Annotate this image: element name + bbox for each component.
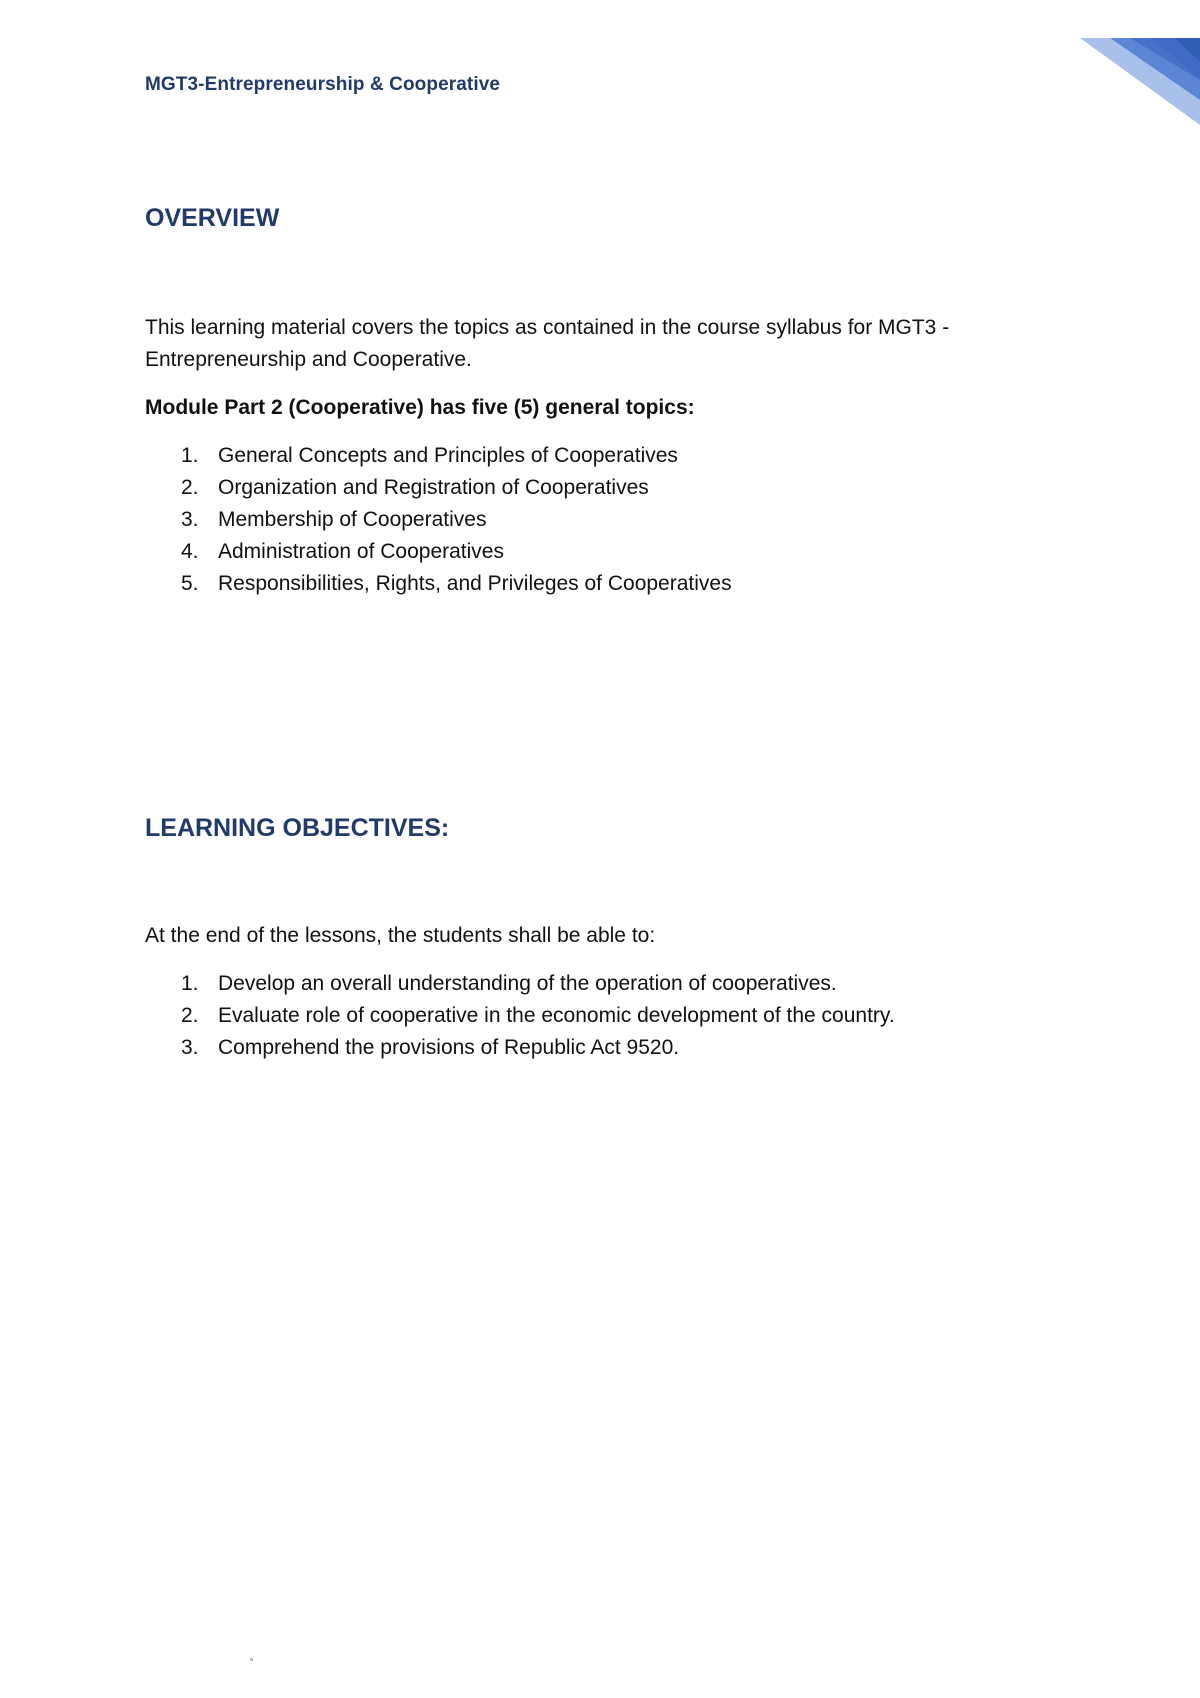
list-item-text: Responsibilities, Rights, and Privileges of Cooperatives [218, 572, 732, 595]
list-item [145, 968, 895, 1000]
list-item-text: Develop an overall understanding of the operation of cooperatives. [218, 972, 837, 995]
objectives-intro: At the end of the lessons, the students shall be able to: [145, 924, 656, 947]
list-item [145, 1000, 895, 1032]
list-item [145, 568, 732, 600]
list-item-text: Comprehend the provisions of Republic Act 9520. [218, 1036, 680, 1059]
topics-list [145, 440, 732, 600]
list-item [145, 504, 732, 536]
corner-decoration [1040, 0, 1200, 140]
list-number: 1. [181, 972, 199, 995]
list-item-text: Evaluate role of cooperative in the economic development of the country. [218, 1004, 895, 1027]
list-number: 3. [181, 508, 199, 531]
list-number: 5. [181, 572, 199, 595]
list-item [145, 1032, 895, 1064]
footer-mark [250, 1658, 253, 1661]
list-item [145, 536, 732, 568]
list-number: 1. [181, 444, 199, 467]
overview-heading: OVERVIEW [145, 204, 280, 232]
list-number: 2. [181, 1004, 199, 1027]
list-item [145, 440, 732, 472]
list-item-text: General Concepts and Principles of Cooperatives [218, 444, 678, 467]
list-number: 3. [181, 1036, 199, 1059]
list-item [145, 472, 732, 504]
learning-objectives-heading: LEARNING OBJECTIVES: [145, 814, 450, 842]
list-item-text: Membership of Cooperatives [218, 508, 487, 531]
list-item-text: Organization and Registration of Cooperatives [218, 476, 649, 499]
list-number: 4. [181, 540, 199, 563]
list-item-text: Administration of Cooperatives [218, 540, 504, 563]
objectives-list [145, 968, 895, 1064]
course-header: MGT3-Entrepreneurship & Cooperative [145, 74, 501, 95]
list-number: 2. [181, 476, 199, 499]
module-topics-line: Module Part 2 (Cooperative) has five (5) general topics: [145, 396, 695, 419]
overview-intro: This learning material covers the topics as contained in the course syllabus for MGT3 - Entrepreneurship and Cooperative. [145, 316, 950, 371]
